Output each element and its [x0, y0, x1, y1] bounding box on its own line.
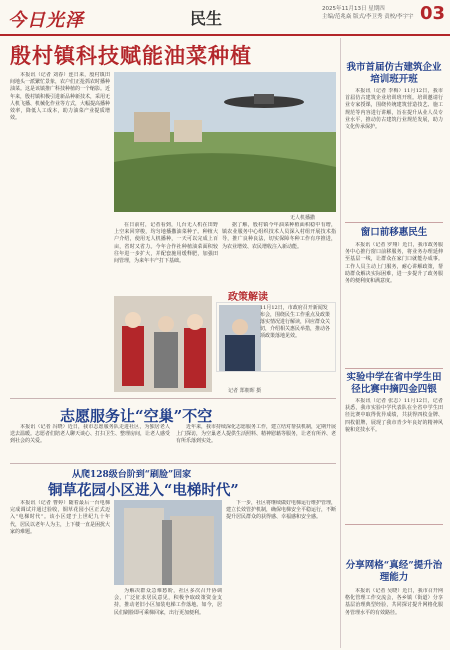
lead-photo — [114, 72, 336, 212]
volunteer-body-1: 本报讯（记者 冯晓）近日，我市志愿服务队走进社区，为独居老人送去温暖。志愿者们陪老人聊天谈心、打扫卫生、整理房间，让老人感受到社会的关爱。 — [10, 424, 170, 445]
sidebar-item-1-body: 本报讯（记者 李梅）11月12日，我市首届仿古建筑企业培训班开班。培训邀请行业专家授课，围绕传统建筑营造技艺、施工规范等内容进行讲解，旨在提升从业人员专业水平，推动仿古建筑行业规范发展，助力文化传承保护。 — [345, 88, 443, 131]
sidebar-rule — [345, 368, 443, 369]
sidebar-rule — [345, 222, 443, 223]
policy-byline: 记者 郑朝晖 摄 — [228, 388, 262, 394]
sidebar-item-1-title: 我市首届仿古建筑企业培训班开班 — [346, 62, 442, 85]
lead-body-column-2: 在日前村，记者看到，几台无人机在田野上空来回穿梭，均匀地播撒油菜种子。种植大户介绍，使用无人机播种，一天可以完成上百亩，省时又省力。今年合作社种植油菜面积较往年进一步扩大，并配套施用缓释肥，加强田间管理，为来年丰产打下基础。 — [114, 222, 218, 265]
volunteer-headline: 志愿服务让“空巢”不空 — [60, 407, 213, 425]
elevator-body-1: 本报讯（记者 曹婷）随着最后一台电梯完成调试并通过验收，铜草花园小区正式迈入“电梯时代”。该小区建于上世纪九十年代，居民以老年人为主，上下楼一直是困扰大家的难题。 — [10, 500, 110, 535]
volunteer-body-2: 近年来，我市持续深化志愿服务工作，建立结对帮扶机制，定期开展上门探访，为空巢老人提供生活照料、精神慰藉等服务，让老有所养、老有所乐落到实处。 — [176, 424, 336, 445]
section-rule — [10, 463, 336, 464]
sidebar-rule — [345, 524, 443, 525]
sidebar-item-2-title: 窗口前移惠民生 — [360, 227, 428, 238]
masthead — [0, 0, 450, 36]
lead-body-column-1: 本报讯（记者 刘春）连日来，殷村镇田间地头一派繁忙景象，农户们正抢抓农时播种油菜。这是该镇推广科技种植的一个缩影。近年来，殷村镇积极引进新品种新技术，采用无人机飞播、机械化作业等方式，大幅提高播种效率，降低人工成本，助力油菜产业提质增效。 — [10, 72, 110, 122]
lead-photo-caption: 无人机播撒 — [290, 215, 316, 221]
sidebar-item-2-body: 本报讯（记者 罗翔）近日，我市政务服务中心推行窗口前移服务，将业务办理延伸至基层一线，让群众在家门口就能办成事。工作人员主动上门服务，耐心讲解政策，帮助群众解决实际困难，进一步提升了政务服务的便利度和满意度。 — [345, 242, 443, 285]
page-number: 03 — [420, 3, 446, 24]
lead-body-column-3: 据了解，殷村镇今年油菜种植面积稳中有增，镇农业服务中心组织技术人员深入村组开展技术指导，推广良种良法，切实保障冬种工作有序推进，为农业增效、农民增收注入新动能。 — [222, 222, 336, 250]
sidebar-item-3-title: 实验中学在省中学生田径比赛中摘四金四银 — [346, 372, 442, 395]
sidebar-item-3-body: 本报讯（记者 张志）11月12日，记者获悉，我市实验中学代表队在全省中学生田径比赛中取得优异成绩，共获得四枚金牌、四枚银牌，展现了我市青少年良好的精神风貌和竞技水平。 — [345, 398, 443, 433]
residential-building-photo-icon — [114, 500, 222, 585]
press-conference-photo-icon — [219, 305, 261, 371]
drone-field-photo-icon — [114, 72, 336, 212]
elevator-photo — [114, 500, 222, 585]
elevator-kicker: 从爬128级台阶到“刷脸”回家 — [72, 470, 192, 480]
editor-credits: 主编/范兆焱 版式/李卫秀 责校/李宇宇 — [322, 14, 414, 20]
issue-meta — [322, 5, 414, 21]
issue-date: 2025年11月13日 星期四 — [322, 6, 385, 12]
volunteers-photo-icon — [114, 296, 212, 392]
column-divider — [340, 38, 341, 648]
elevator-body-2: 为解决群众急难愁盼，社区多次召开协调会，广泛征求居民意见，积极争取政策资金支持，推动老旧小区加装电梯工作落地。如今，居民们刷脸即可乘梯回家，出行更加便利。 — [114, 588, 222, 616]
sidebar-item-4-body: 本报讯（记者 吴晓）近日，我市召开网格化管理工作交流会，各乡镇（街道）分享基层治理典型经验，共同探讨提升网格化服务管理水平的有效路径。 — [345, 588, 443, 616]
elevator-headline: 铜草花园小区进入“电梯时代” — [48, 482, 239, 499]
section-rule — [10, 398, 336, 399]
policy-body: 11月12日，市政府召开新闻发布会，围绕民生工作重点及政策落实情况进行解读，回应群众关切，介绍相关惠民举措，推动各项政策落地见效。 — [260, 305, 331, 339]
policy-title: 政策解读 — [228, 292, 268, 303]
lead-headline: 殷村镇科技赋能油菜种植 — [10, 43, 252, 68]
elevator-body-3: 下一步，社区将继续做好电梯运行维护管理，建立长效管护机制，确保电梯安全平稳运行，不断提升居民群众的获得感、幸福感和安全感。 — [226, 500, 336, 521]
sidebar-item-4-title: 分享网格“真经”提升治理能力 — [345, 560, 443, 583]
section-title: 民生 — [190, 9, 223, 28]
volunteer-photo — [114, 296, 212, 392]
newspaper-logo: 今日光泽 — [8, 10, 84, 31]
